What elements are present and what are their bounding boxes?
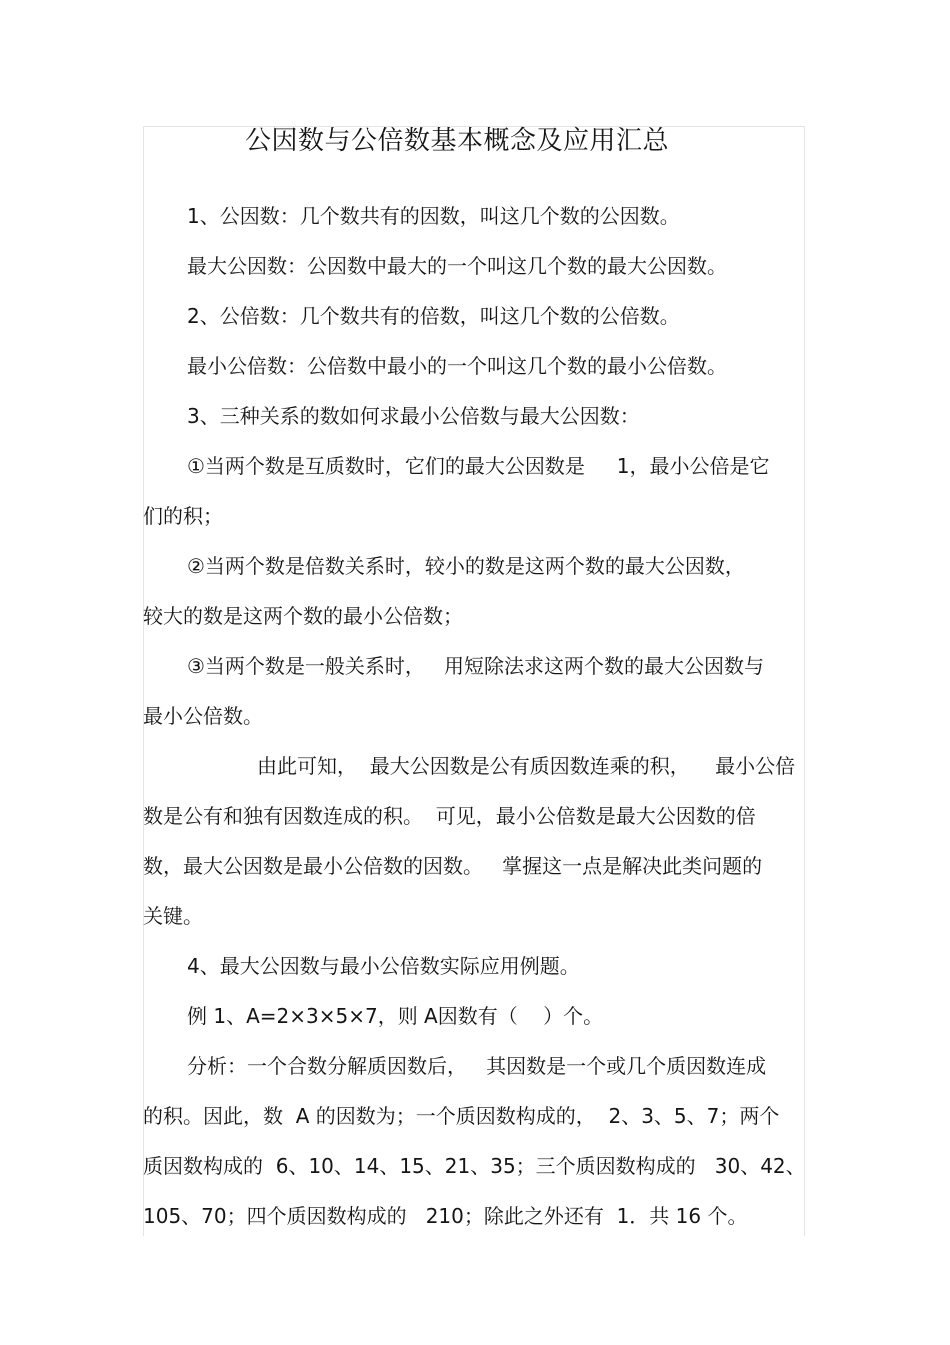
paragraph-line: ②当两个数是倍数关系时，较小的数是这两个数的最大公因数， [187, 554, 745, 578]
paragraph-line: ③当两个数是一般关系时， 用短除法求这两个数的最大公因数与 [187, 654, 765, 678]
paragraph-line: 最大公因数：公因数中最大的一个叫这几个数的最大公因数。 [187, 254, 727, 278]
paragraph-line: 由此可知， 最大公因数是公有质因数连乘的积， 最小公倍 [257, 754, 796, 778]
paragraph-line: 1、公因数：几个数共有的因数，叫这几个数的公因数。 [187, 204, 680, 228]
paragraph-line: ①当两个数是互质数时，它们的最大公因数是 1，最小公倍是它 [187, 454, 770, 478]
paragraph-line: 质因数构成的 6、10、14、15、21、35；三个质因数构成的 30、42、 [143, 1154, 806, 1178]
paragraph-line: 分析：一个合数分解质因数后， 其因数是一个或几个质因数连成 [187, 1054, 767, 1078]
paragraph-line: 最小公倍数。 [143, 704, 263, 728]
paragraph-line: 3、三种关系的数如何求最小公倍数与最大公因数： [187, 404, 640, 428]
document-title: 公因数与公倍数基本概念及应用汇总 [245, 126, 670, 156]
paragraph-line: 105、70；四个质因数构成的 210；除此之外还有 1．共 16 个。 [143, 1204, 748, 1228]
paragraph-line: 数是公有和独有因数连成的积。 可见，最小公倍数是最大公因数的倍 [143, 804, 756, 828]
paragraph-line: 最小公倍数：公倍数中最小的一个叫这几个数的最小公倍数。 [187, 354, 727, 378]
paragraph-line: 的积。因此，数 A 的因数为；一个质因数构成的， 2、3、5、7；两个 [143, 1104, 780, 1128]
paragraph-line: 数，最大公因数是最小公倍数的因数。 掌握这一点是解决此类问题的 [143, 854, 763, 878]
paragraph-line: 关键。 [143, 904, 203, 928]
paragraph-line: 们的积； [143, 504, 223, 528]
paragraph-line: 较大的数是这两个数的最小公倍数； [143, 604, 463, 628]
paragraph-line: 例 1、A=2×3×5×7，则 A因数有（ ）个。 [187, 1004, 604, 1028]
paragraph-line: 4、最大公因数与最小公倍数实际应用例题。 [187, 954, 580, 978]
paragraph-line: 2、公倍数：几个数共有的倍数，叫这几个数的公倍数。 [187, 304, 680, 328]
